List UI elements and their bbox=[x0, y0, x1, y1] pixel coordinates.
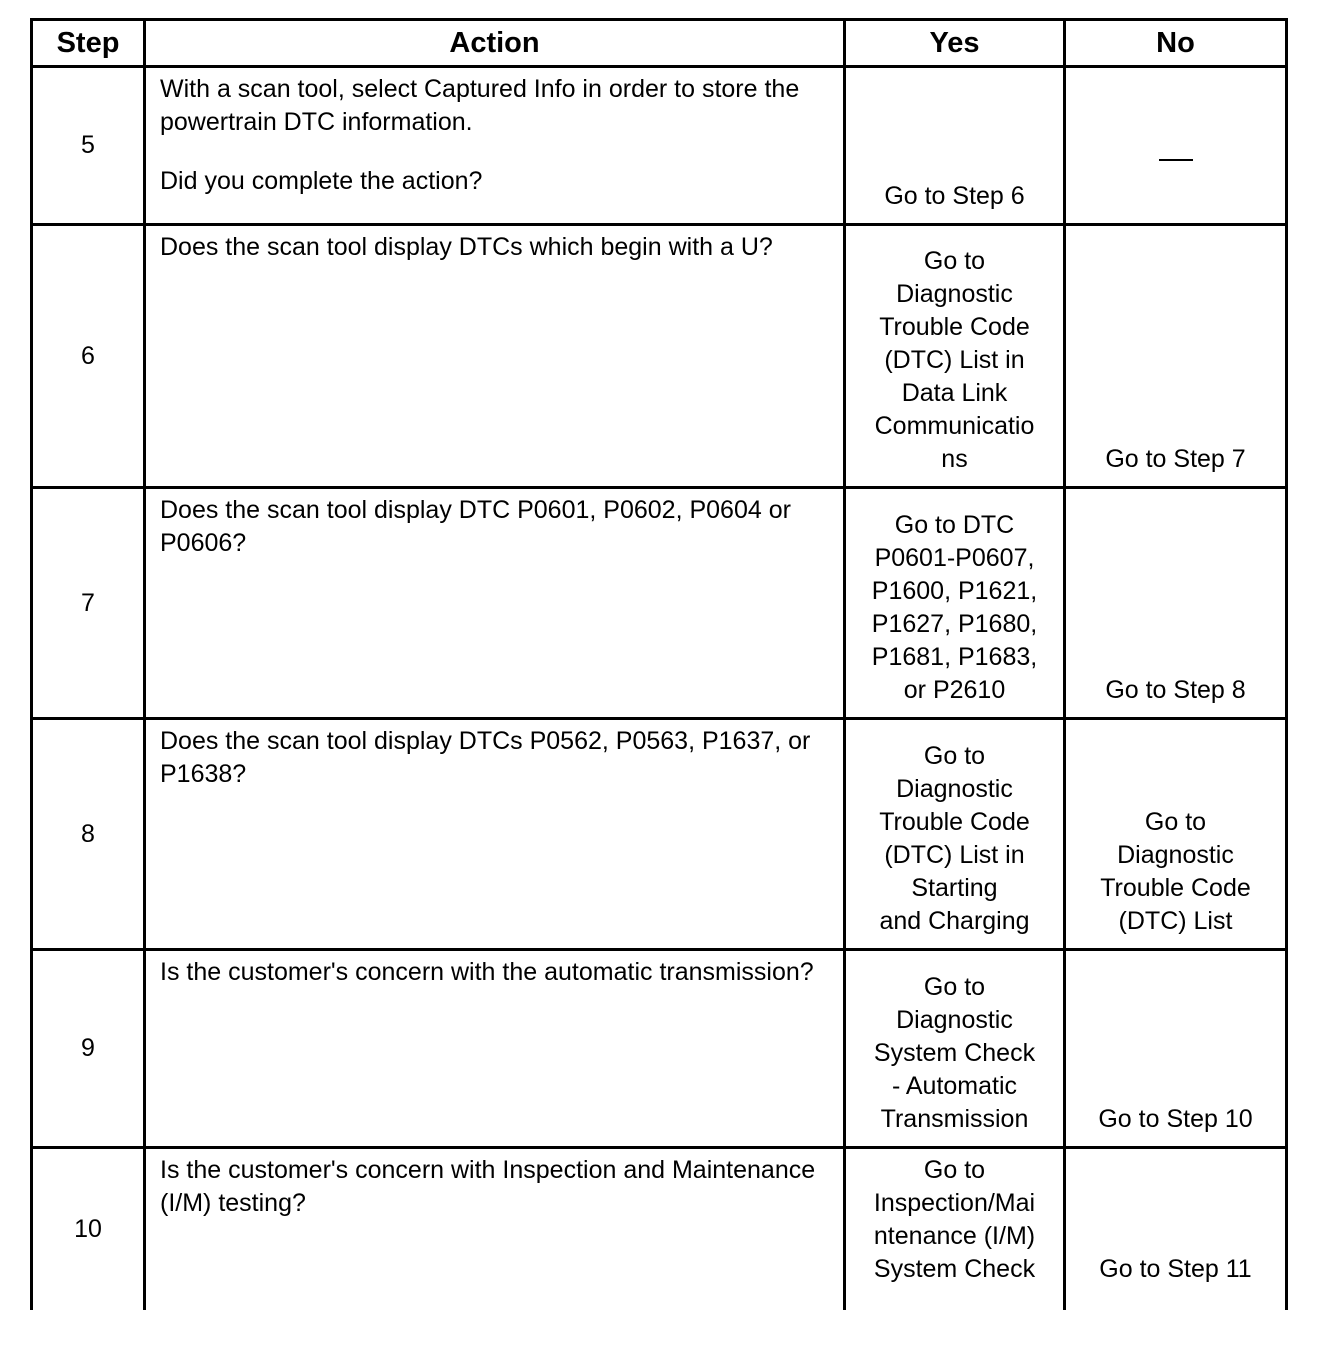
no-result: Go to Step 10 bbox=[1065, 950, 1287, 1148]
action-text: With a scan tool, select Captured Info in order to store the powertrain DTC information. bbox=[160, 75, 800, 136]
step-number: 10 bbox=[32, 1148, 145, 1311]
yes-result: Go to Diagnostic Trouble Code (DTC) List in Data Link Communicatio ns bbox=[845, 225, 1065, 488]
yes-result: Go to Inspection/Mai ntenance (I/M) System Check bbox=[845, 1148, 1065, 1311]
table-row bbox=[32, 719, 1287, 950]
diagnostic-table-container bbox=[30, 18, 1285, 1310]
header-step: Step bbox=[32, 20, 145, 67]
action-question: Did you complete the action? bbox=[160, 167, 483, 195]
no-result-empty bbox=[1065, 67, 1287, 225]
action-text: Does the scan tool display DTCs which begin with a U? bbox=[145, 225, 845, 488]
no-result: Go to Step 7 bbox=[1065, 225, 1287, 488]
action-cell bbox=[145, 67, 845, 225]
action-text: Does the scan tool display DTC P0601, P0602, P0604 or P0606? bbox=[145, 488, 845, 719]
em-dash bbox=[1159, 159, 1193, 161]
table-row bbox=[32, 488, 1287, 719]
step-number: 5 bbox=[32, 67, 145, 225]
no-result: Go to Step 11 bbox=[1065, 1148, 1287, 1311]
yes-result: Go to DTC P0601-P0607, P1600, P1621, P1627, P1680, P1681, P1683, or P2610 bbox=[845, 488, 1065, 719]
action-text: Does the scan tool display DTCs P0562, P0563, P1637, or P1638? bbox=[145, 719, 845, 950]
no-result: Go to Diagnostic Trouble Code (DTC) List bbox=[1065, 719, 1287, 950]
step-number: 6 bbox=[32, 225, 145, 488]
table-row bbox=[32, 1148, 1287, 1311]
yes-result: Go to Diagnostic Trouble Code (DTC) List in Starting and Charging bbox=[845, 719, 1065, 950]
diagnostic-steps-table bbox=[30, 18, 1288, 1310]
no-result: Go to Step 8 bbox=[1065, 488, 1287, 719]
step-number: 7 bbox=[32, 488, 145, 719]
header-action: Action bbox=[145, 20, 845, 67]
table-row bbox=[32, 67, 1287, 225]
table-row bbox=[32, 225, 1287, 488]
action-text: Is the customer's concern with Inspection and Maintenance (I/M) testing? bbox=[145, 1148, 845, 1311]
header-yes: Yes bbox=[845, 20, 1065, 67]
step-number: 8 bbox=[32, 719, 145, 950]
action-text: Is the customer's concern with the automatic transmission? bbox=[145, 950, 845, 1148]
table-header-row bbox=[32, 20, 1287, 67]
header-no: No bbox=[1065, 20, 1287, 67]
yes-result: Go to Diagnostic System Check - Automatic Transmission bbox=[845, 950, 1065, 1148]
table-row bbox=[32, 950, 1287, 1148]
yes-result: Go to Step 6 bbox=[845, 67, 1065, 225]
step-number: 9 bbox=[32, 950, 145, 1148]
